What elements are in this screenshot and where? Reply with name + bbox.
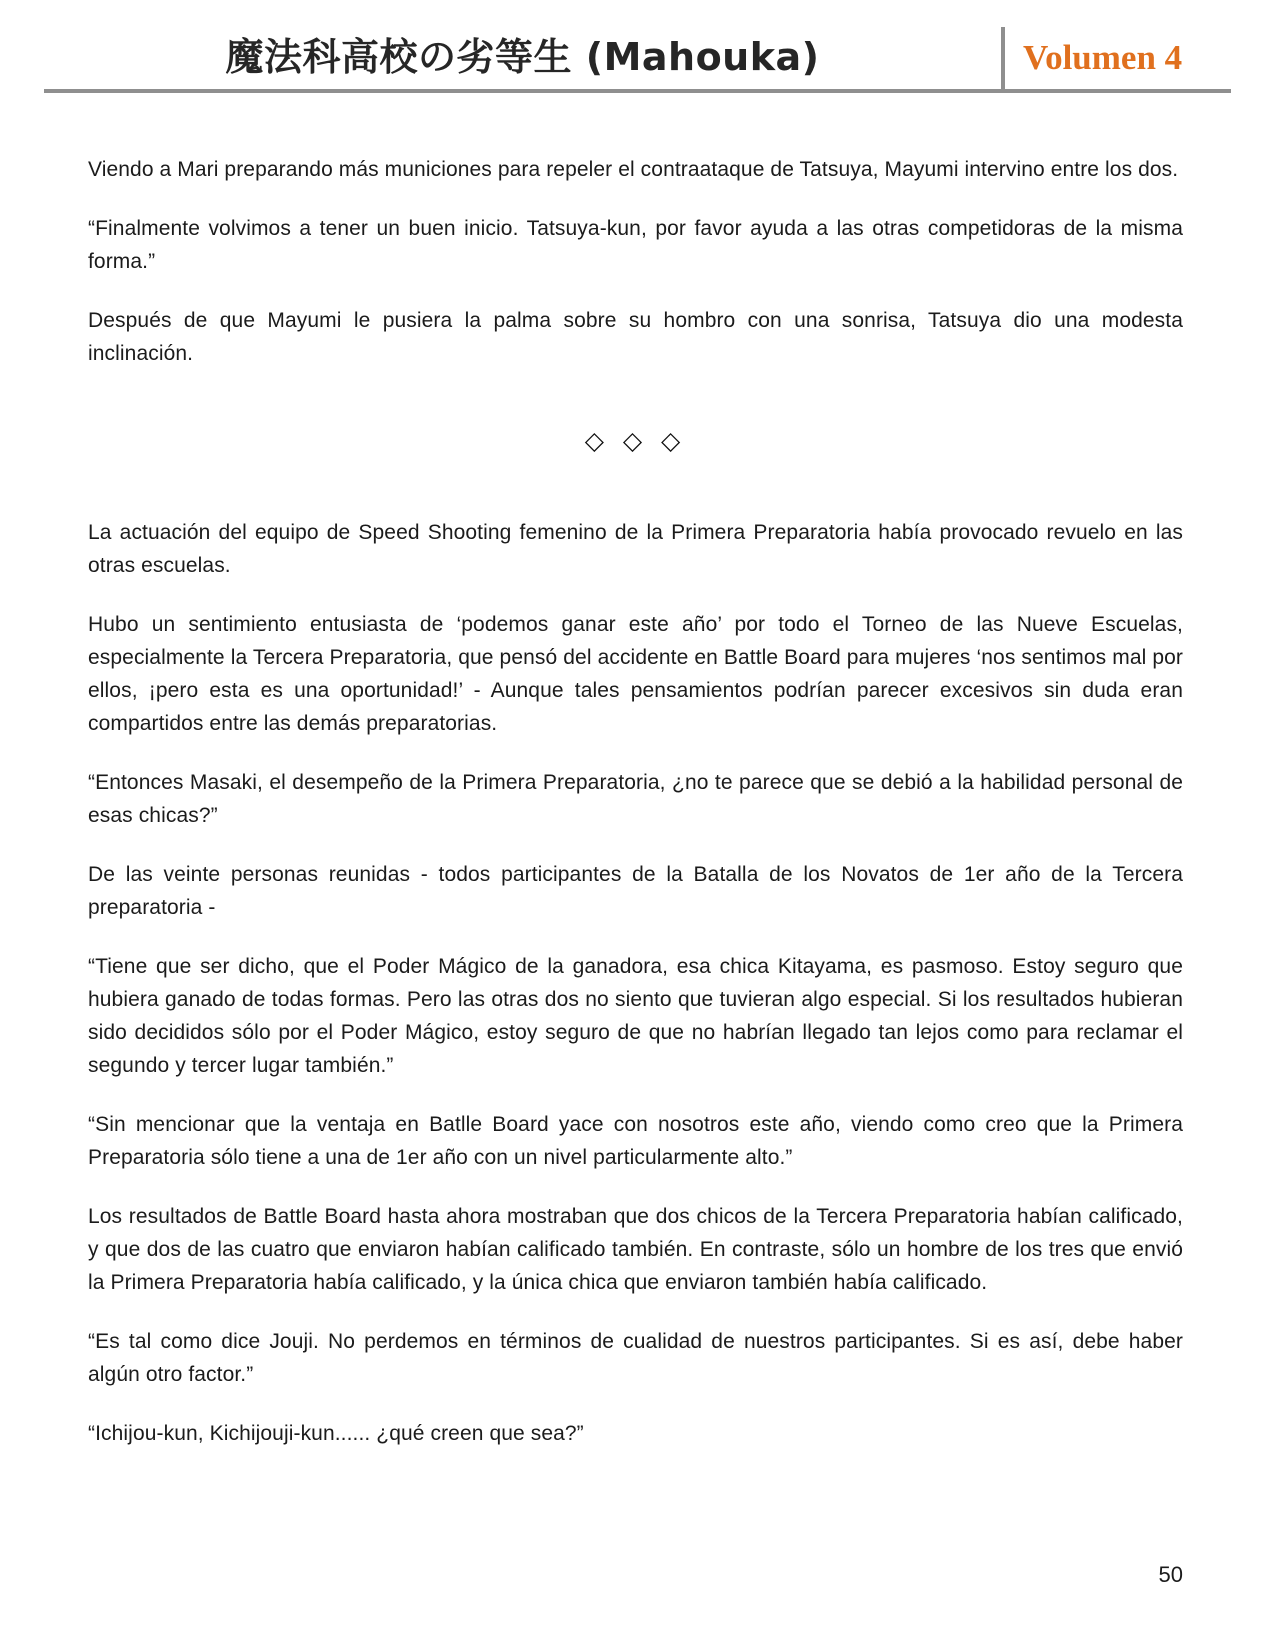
paragraph: “Tiene que ser dicho, que el Poder Mágico de la ganadora, esa chica Kitayama, es pasmoso. Estoy seguro que hubiera ganado de todas formas. Pero las otras dos no siento que tuvieran algo especial. Si los resultados hubieran sido decididos sólo por el Poder Mágico, estoy seguro de que no habrían llegado tan lejos como para reclamar el segundo y tercer lugar también.” xyxy=(88,955,1183,1077)
paragraph: “Ichijou-kun, Kichijouji-kun...... ¿qué creen que sea?” xyxy=(88,1422,584,1445)
paragraph: Viendo a Mari preparando más municiones para repeler el contraataque de Tatsuya, Mayumi intervino entre los dos. xyxy=(88,158,1179,181)
header-volume-cell xyxy=(1001,27,1231,89)
scene-divider: ◇ ◇ ◇ xyxy=(584,427,687,455)
paragraph: De las veinte personas reunidas - todos participantes de la Batalla de los Novatos de 1er año de la Tercera preparatoria - xyxy=(88,863,1183,919)
paragraph: La actuación del equipo de Speed Shooting femenino de la Primera Preparatoria había provocado revuelo en las otras escuelas. xyxy=(88,521,1183,577)
paragraph: Los resultados de Battle Board hasta ahora mostraban que dos chicos de la Tercera Preparatoria habían calificado, y que dos de las cuatro que enviaron habían calificado también. En contraste, sólo un hombre de los tres que envió la Primera Preparatoria había calificado, y la única chica que enviaron también había calificado. xyxy=(88,1205,1183,1294)
paragraph: Después de que Mayumi le pusiera la palma sobre su hombro con una sonrisa, Tatsuya dio una modesta inclinación. xyxy=(88,309,1183,365)
page-body xyxy=(0,93,1275,1450)
book-title: 魔法科高校の劣等生 (Mahouka) xyxy=(225,35,820,79)
header-title-cell xyxy=(44,26,1001,89)
volume-label: Volumen 4 xyxy=(1023,38,1183,77)
page-header xyxy=(44,26,1231,93)
paragraph: “Finalmente volvimos a tener un buen inicio. Tatsuya-kun, por favor ayuda a las otras competidoras de la misma forma.” xyxy=(88,217,1183,273)
paragraph: Hubo un sentimiento entusiasta de ‘podemos ganar este año’ por todo el Torneo de las Nueve Escuelas, especialmente la Tercera Preparatoria, que pensó del accidente en Battle Board para mujeres ‘nos sentimos mal por ellos, ¡pero esta es una oportunidad!’ - Aunque tales pensamientos podrían parecer excesivos sin duda eran compartidos entre las demás preparatorias. xyxy=(88,613,1183,735)
paragraph: “Entonces Masaki, el desempeño de la Primera Preparatoria, ¿no te parece que se debió a la habilidad personal de esas chicas?” xyxy=(88,771,1183,827)
page-number: 50 xyxy=(1158,1562,1183,1587)
paragraph: “Sin mencionar que la ventaja en Batlle Board yace con nosotros este año, viendo como creo que la Primera Preparatoria sólo tiene a una de 1er año con un nivel particularmente alto.” xyxy=(88,1113,1183,1169)
paragraph: “Es tal como dice Jouji. No perdemos en términos de cualidad de nuestros participantes. Si es así, debe haber algún otro factor.” xyxy=(88,1330,1183,1386)
